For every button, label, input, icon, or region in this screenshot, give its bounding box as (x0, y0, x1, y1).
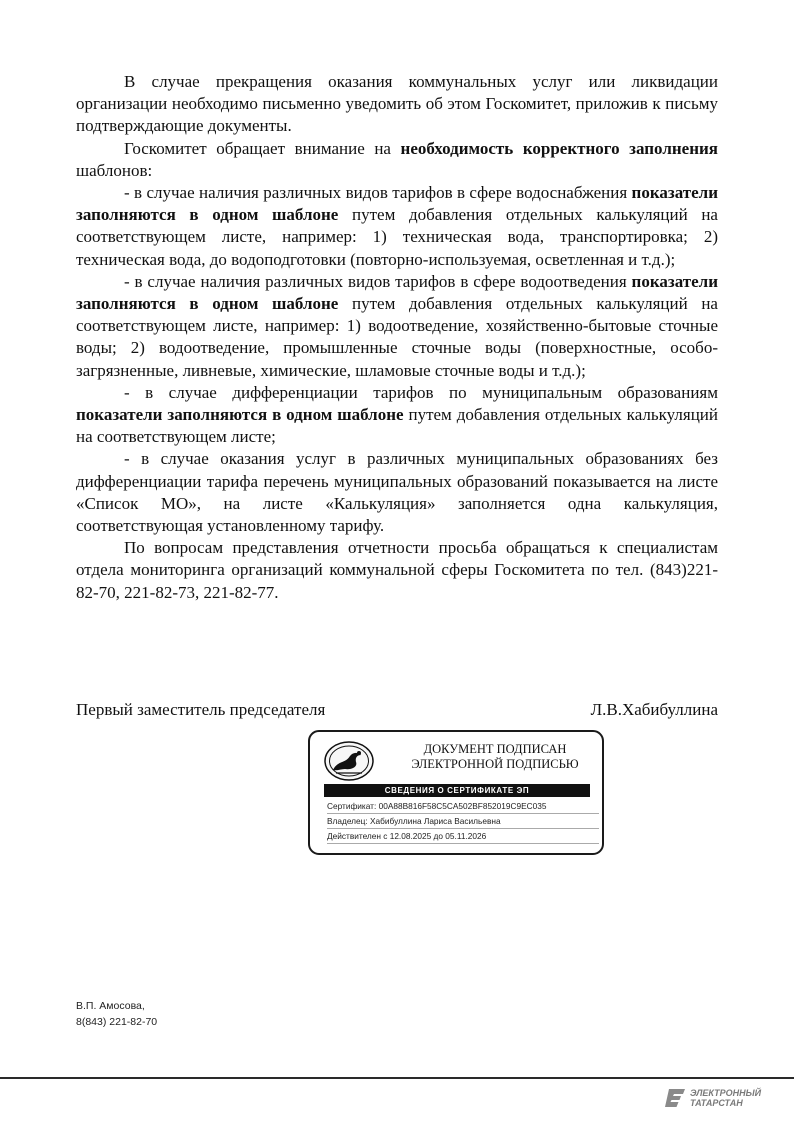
paragraph-text: В случае прекращения оказания коммунальных услуг или ликвидации организации необходимо письменно уведомить об этом Госкомитет, приложив к письму подтверждающие документы. (76, 72, 718, 136)
paragraph-text: - в случае наличия различных видов тарифов в сфере водоснабжения (124, 183, 632, 203)
executor-phone: 8(843) 221-82-70 (76, 1016, 158, 1028)
certificate-owner: Владелец: Хабибуллина Лариса Васильевна (327, 817, 599, 829)
paragraph-text: шаблонов: (76, 160, 153, 180)
letter-body (76, 71, 718, 604)
paragraph-water-disposal (76, 271, 718, 382)
logo-text (690, 1088, 761, 1108)
certificate-details (327, 802, 599, 847)
executor-info (76, 998, 157, 1030)
paragraph-text: путем добавления отдельных калькуляций на соответствующем листе, например: 1) водоотведение, хозяйственно-бытовые сточные воды; 2) водоотведение, промышленные сточные воды (поверхностные, особо-загрязненные, ливневые, химические, шламовые сточные воды и т.д.); (76, 294, 718, 380)
signatory-position: Первый заместитель председателя (76, 700, 326, 719)
signature-block (76, 699, 718, 721)
paragraph-text: - в случае наличия различных видов тарифов в сфере водоотведения (124, 271, 632, 291)
certificate-validity: Действителен с 12.08.2025 до 05.11.2026 (327, 832, 599, 844)
executor-name: В.П. Амосова, (76, 1000, 145, 1012)
paragraph-text: путем добавления отдельных калькуляций на соответствующем листе; (76, 405, 718, 447)
emphasis-text: показатели заполняются в одном шаблоне (76, 183, 718, 225)
emphasis-text: показатели заполняются в одном шаблоне (76, 271, 718, 314)
paragraph-water-supply (76, 182, 718, 271)
electronic-tatarstan-logo (664, 1088, 761, 1108)
paragraph-template-attention (76, 138, 718, 182)
certificate-info-header: СВЕДЕНИЯ О СЕРТИФИКАТЕ ЭП (324, 784, 590, 797)
paragraph-contacts (76, 537, 718, 604)
paragraph-text: путем добавления отдельных калькуляций на соответствующем листе, например: 1) техническая вода, транспортировка; 2) техническая вода, до водоподготовки (повторно-используемая, осветленная и т.д.); (76, 205, 718, 269)
paragraph-text: - в случае дифференциации тарифов по муниципальным образованиям (124, 382, 718, 402)
emphasis-text: необходимость корректного заполнения (400, 138, 718, 158)
paragraph-text: Госкомитет обращает внимание на (124, 138, 401, 158)
logo-text-line: ТАТАРСТАН (690, 1098, 743, 1108)
electronic-signature-stamp (308, 730, 604, 855)
paragraph-no-differentiation (76, 448, 718, 537)
paragraph-termination-notice (76, 71, 718, 138)
logo-text-line: ЭЛЕКТРОННЫЙ (690, 1088, 762, 1098)
stamp-title-line: ДОКУМЕНТ ПОДПИСАН (423, 742, 567, 756)
emphasis-text: показатели заполняются в одном шаблоне (76, 405, 404, 425)
paragraph-text: По вопросам представления отчетности просьба обращаться к специалистам отдела мониторинга организаций коммунальной сферы Госкомитета по тел. (843)221-82-70, 221-82-73, 221-82-77. (76, 538, 718, 602)
electronic-tatarstan-logo-icon (664, 1088, 686, 1108)
stamp-title (388, 742, 602, 772)
certificate-number: Сертификат: 00A88B816F58C5CA502BF852019C9EC035 (327, 802, 599, 814)
paragraph-text: - в случае оказания услуг в различных муниципальных образованиях без дифференциации тарифа перечень муниципальных образований показывается на листе «Список МО», на листе «Калькуляция» заполняется одна калькуляция, соответствующая установленному тарифу. (76, 449, 718, 536)
paragraph-municipal-differentiation (76, 382, 718, 449)
signatory-name: Л.В.Хабибуллина (590, 700, 718, 719)
tatarstan-emblem-icon (323, 740, 375, 782)
stamp-title-line: ЭЛЕКТРОННОЙ ПОДПИСЬЮ (411, 757, 579, 771)
footer-divider (0, 1077, 794, 1079)
